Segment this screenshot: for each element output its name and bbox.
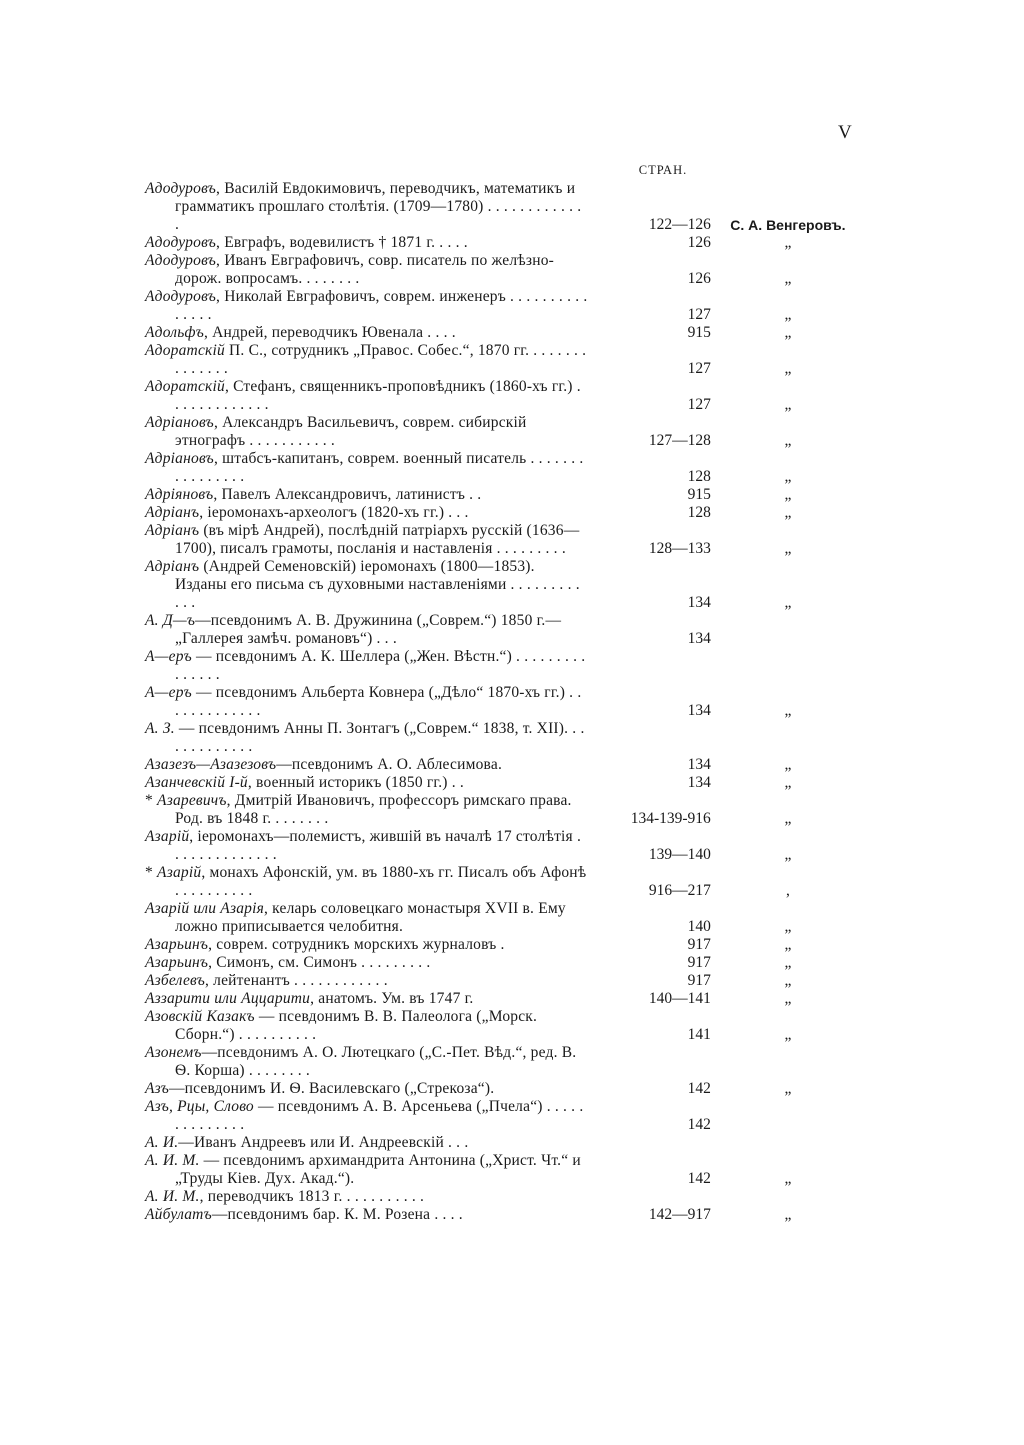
entry-description: —псевдонимъ бар. К. М. Розена . . . .	[211, 1206, 463, 1223]
entry-marker: *	[145, 792, 153, 809]
entry-description: — псевдонимъ архимандрита Антонина („Христ. Чт.“ и „Труды Кіев. Дух. Акад.“).	[175, 1152, 581, 1187]
entry-name: Аззарити или Аццарити	[145, 990, 311, 1007]
entry-description: — псевдонимъ В. В. Палеолога („Морск. Сборн.“) . . . . . . . . . .	[175, 1008, 538, 1043]
index-entry	[145, 1044, 865, 1080]
entry-text	[145, 972, 587, 990]
entry-description: , Василій Евдокимовичъ, переводчикъ, математикъ и грамматикъ прошлаго столѣтія. (1709—1780) . . . . . . . . . . . . .	[175, 180, 582, 233]
index-entry	[145, 342, 865, 378]
entry-name: Адодуровъ	[145, 288, 217, 305]
entry-author: С. А. Венгеровъ.	[730, 217, 846, 233]
entry-description: — псевдонимъ Анны П. Зонтагъ („Соврем.“ 1838, т. XII). . . . . . . . . . . . .	[174, 720, 585, 755]
entry-text	[145, 1134, 587, 1152]
index-entry	[145, 900, 865, 936]
entry-description: , Иванъ Евграфовичъ, совр. писатель по желѣзно-дорож. вопросамъ. . . . . . . .	[175, 252, 555, 287]
entry-author: „	[784, 1206, 792, 1223]
entry-page-numbers: 142	[687, 1116, 711, 1133]
entry-page-numbers: 142	[687, 1170, 711, 1187]
entry-description: , Александръ Васильевичъ, соврем. сибирскій этнографъ . . . . . . . . . . .	[175, 414, 527, 449]
entry-page-numbers: 134	[687, 702, 711, 719]
index-entry	[145, 558, 865, 612]
entry-description: —псевдонимъ А. О. Лютецкаго („С.-Пет. Вѣд.“, ред. В. Ѳ. Корша) . . . . . . . .	[175, 1044, 577, 1079]
entry-author: „	[784, 1080, 792, 1097]
entry-text	[145, 792, 587, 828]
entry-author: „	[784, 306, 792, 323]
entry-description: —Иванъ Андреевъ или И. Андреевскій . . .	[178, 1134, 469, 1151]
entry-page-numbers: 126	[687, 234, 711, 251]
entry-text	[145, 1008, 587, 1044]
entry-text	[145, 450, 587, 486]
entry-author: „	[784, 396, 792, 413]
entry-text	[145, 414, 587, 450]
entry-author: „	[784, 846, 792, 863]
entry-page-numbers: 134-139-916	[630, 810, 711, 827]
index-entry	[145, 828, 865, 864]
entry-author: „	[784, 486, 792, 503]
entry-page-numbers: 128	[687, 504, 711, 521]
entry-text	[145, 720, 587, 756]
index-entry	[145, 180, 865, 234]
entry-name: Азъ, Рцы, Слово	[145, 1098, 254, 1115]
entry-name: Адріанъ	[145, 504, 200, 521]
entry-author: „	[784, 702, 792, 719]
entry-page-numbers: 134	[687, 630, 711, 647]
entry-name: Азаревичъ	[157, 792, 227, 809]
entry-author: „	[784, 1026, 792, 1043]
entry-text	[145, 864, 587, 900]
entry-page-numbers: 917	[687, 936, 711, 953]
index-entry	[145, 486, 865, 504]
entry-name: Азарій	[157, 864, 202, 881]
entry-text	[145, 252, 587, 288]
entry-description: , іеромонахъ—полемистъ, жившій въ началѣ 17 столѣтія . . . . . . . . . . . . . .	[175, 828, 582, 863]
entry-name: Айбулатъ	[145, 1206, 212, 1223]
pages-column-header: СТРАН.	[638, 163, 688, 177]
entry-name: Азанчевскій I-й	[145, 774, 248, 791]
entry-page-numbers: 916—217	[648, 882, 711, 899]
entry-name: Азонемъ	[145, 1044, 202, 1061]
entry-author: „	[784, 954, 792, 971]
index-entry	[145, 972, 865, 990]
index-entry	[145, 1152, 865, 1188]
entry-text	[145, 1080, 587, 1098]
index-entry	[145, 234, 865, 252]
index-entry	[145, 684, 865, 720]
entry-text	[145, 1152, 587, 1188]
entry-page-numbers: 122—126	[648, 216, 711, 233]
entry-text	[145, 234, 587, 252]
entry-name: Азарьинъ	[145, 954, 209, 971]
entry-description: —псевдонимъ А. О. Аблесимова.	[276, 756, 503, 773]
entry-description: (Андрей Семеновскій) іеромонахъ (1800—1853). Изданы его письма съ духовными наставленіями . . . . . . . . . . . .	[175, 558, 580, 611]
index-entry	[145, 1206, 865, 1224]
entry-description: , монахъ Афонскій, ум. въ 1880-хъ гг. Писалъ объ Афонѣ . . . . . . . . . .	[175, 864, 587, 899]
entry-author: „	[784, 504, 792, 521]
entry-text	[145, 342, 587, 378]
entry-name: А. И.	[145, 1134, 179, 1151]
entry-description: , переводчикъ 1813 г. . . . . . . . . . .	[199, 1188, 425, 1205]
entry-page-numbers: 127	[687, 306, 711, 323]
entry-page-numbers: 127	[687, 360, 711, 377]
index-entry	[145, 288, 865, 324]
index-entry	[145, 936, 865, 954]
entry-name: А—еръ	[145, 684, 192, 701]
entry-description: , военный историкъ (1850 гг.) . .	[247, 774, 464, 791]
index-entry	[145, 990, 865, 1008]
entry-author: „	[784, 234, 792, 251]
entry-author: „	[784, 324, 792, 341]
index-entry	[145, 648, 865, 684]
entry-description: , Стефанъ, священникъ-проповѣдникъ (1860-хъ гг.) . . . . . . . . . . . . .	[175, 378, 581, 413]
entry-name: Азбелевъ	[145, 972, 205, 989]
index-entry	[145, 378, 865, 414]
entry-description: — псевдонимъ А. К. Шеллера („Жен. Вѣстн.“) . . . . . . . . . . . . . . .	[175, 648, 586, 683]
entry-author: „	[784, 1170, 792, 1187]
entry-name: Адодуровъ	[145, 252, 217, 269]
index-entry	[145, 774, 865, 792]
entry-text	[145, 288, 587, 324]
entry-author: „	[784, 810, 792, 827]
index-entry	[145, 792, 865, 828]
entry-description: , келарь соловецкаго монастыря XVII в. Ему ложно приписывается челобитня.	[175, 900, 566, 935]
page-number: V	[838, 122, 853, 143]
index-entry	[145, 1080, 865, 1098]
index-entries	[145, 180, 865, 1224]
entry-description: — псевдонимъ А. В. Арсеньева („Пчела“) . . . . . . . . . . . . . .	[175, 1098, 584, 1133]
entry-name: Адольфъ	[145, 324, 204, 341]
entry-name: Адріанъ	[145, 558, 200, 575]
index-entry	[145, 720, 865, 756]
entry-page-numbers: 142—917	[648, 1206, 711, 1223]
index-entry	[145, 1098, 865, 1134]
entry-page-numbers: 127—128	[648, 432, 711, 449]
entry-author: „	[784, 468, 792, 485]
entry-description: , Евграфъ, водевилистъ † 1871 г. . . . .	[216, 234, 468, 251]
entry-text	[145, 990, 587, 1008]
entry-text	[145, 756, 587, 774]
entry-name: Адодуровъ	[145, 180, 217, 197]
entry-page-numbers: 140—141	[648, 990, 711, 1007]
entry-text	[145, 1188, 587, 1206]
entry-text	[145, 648, 587, 684]
entry-text	[145, 900, 587, 936]
entry-page-numbers: 141	[687, 1026, 711, 1043]
entry-text	[145, 684, 587, 720]
entry-description: , Николай Евграфовичъ, соврем. инженеръ . . . . . . . . . . . . . . .	[175, 288, 588, 323]
index-entry	[145, 954, 865, 972]
entry-page-numbers: 134	[687, 594, 711, 611]
entry-author: „	[784, 756, 792, 773]
entry-page-numbers: 134	[687, 756, 711, 773]
entry-description: (въ мірѣ Андрей), послѣдній патріархъ русскій (1636—1700), писалъ грамоты, посланія и наставленія . . . . . . . . .	[175, 522, 580, 557]
entry-author: „	[784, 594, 792, 611]
entry-name: А. И. М.	[145, 1152, 200, 1169]
entry-text	[145, 324, 587, 342]
entry-page-numbers: 917	[687, 972, 711, 989]
entry-description: , Андрей, переводчикъ Ювенала . . . .	[203, 324, 456, 341]
entry-description: , анатомъ. Ум. въ 1747 г.	[310, 990, 474, 1007]
entry-page-numbers: 128—133	[648, 540, 711, 557]
entry-description: , Дмитрій Ивановичъ, профессоръ римскаго права. Род. въ 1848 г. . . . . . . .	[175, 792, 572, 827]
entry-text	[145, 1044, 587, 1080]
index-entry	[145, 252, 865, 288]
entry-page-numbers: 917	[687, 954, 711, 971]
entry-name: Азарій	[145, 828, 190, 845]
entry-page-numbers: 127	[687, 396, 711, 413]
entry-name: Азовскій Казакъ	[145, 1008, 255, 1025]
entry-marker: *	[145, 864, 153, 881]
entry-text	[145, 180, 587, 234]
entry-author: „	[784, 270, 792, 287]
entry-text	[145, 486, 587, 504]
entry-page-numbers: 128	[687, 468, 711, 485]
entry-name: Адріановъ	[145, 414, 214, 431]
entry-page-numbers: 126	[687, 270, 711, 287]
entry-description: — псевдонимъ Альберта Ковнера („Дѣло“ 1870-хъ гг.) . . . . . . . . . . . . .	[175, 684, 582, 719]
entry-name: Адодуровъ	[145, 234, 217, 251]
entry-author: „	[784, 774, 792, 791]
entry-description: П. С., сотрудникъ „Правос. Собес.“, 1870 гг. . . . . . . . . . . . . . .	[175, 342, 587, 377]
index-entry	[145, 1134, 865, 1152]
entry-author: ,	[785, 882, 790, 899]
entry-author: „	[784, 360, 792, 377]
entry-name: А. З.	[145, 720, 175, 737]
entry-name: Азазезъ—Азазезовъ	[145, 756, 277, 773]
entry-name: Адріяновъ	[145, 486, 214, 503]
index-entry	[145, 324, 865, 342]
entry-author: „	[784, 540, 792, 557]
entry-description: , іеромонахъ-археологъ (1820-хъ гг.) . . .	[199, 504, 469, 521]
entry-name: Азъ	[145, 1080, 169, 1097]
entry-page-numbers: 140	[687, 918, 711, 935]
entry-author: „	[784, 432, 792, 449]
entry-text	[145, 378, 587, 414]
entry-author: „	[784, 990, 792, 1007]
entry-text	[145, 828, 587, 864]
entry-page-numbers: 915	[687, 324, 711, 341]
entry-page-numbers: 915	[687, 486, 711, 503]
index-entry	[145, 1188, 865, 1206]
index-entry	[145, 864, 865, 900]
entry-text	[145, 774, 587, 792]
entry-name: Адріанъ	[145, 522, 200, 539]
entry-name: А. И. М.	[145, 1188, 200, 1205]
index-entry	[145, 414, 865, 450]
entry-author: „	[784, 936, 792, 953]
entry-text	[145, 936, 587, 954]
entry-text	[145, 612, 587, 648]
entry-author: „	[784, 918, 792, 935]
entry-name: Адоратскій	[145, 378, 225, 395]
entry-description: , лейтенантъ . . . . . . . . . . . .	[205, 972, 388, 989]
entry-page-numbers: 134	[687, 774, 711, 791]
entry-name: Азарій или Азарія	[145, 900, 265, 917]
entry-author: „	[784, 972, 792, 989]
entry-description: —псевдонимъ А. В. Дружинина („Соврем.“) 1850 г.—„Галлерея замѣч. романовъ“) . . .	[175, 612, 562, 647]
entry-page-numbers: 139—140	[648, 846, 711, 863]
entry-description: —псевдонимъ И. Ѳ. Василевскаго („Стрекоза“).	[168, 1080, 495, 1097]
index-entry	[145, 756, 865, 774]
entry-description: , Павелъ Александровичъ, латинистъ . .	[213, 486, 482, 503]
entry-text	[145, 1098, 587, 1134]
index-entry	[145, 504, 865, 522]
entry-name: Адоратскій	[145, 342, 225, 359]
entry-name: А. Д—ъ	[145, 612, 196, 629]
entry-description: , Симонъ, см. Симонъ . . . . . . . . .	[208, 954, 431, 971]
entry-page-numbers: 142	[687, 1080, 711, 1097]
entry-description: , соврем. сотрудникъ морскихъ журналовъ .	[208, 936, 505, 953]
entry-name: Азарьинъ	[145, 936, 209, 953]
entry-name: А—еръ	[145, 648, 192, 665]
index-entry	[145, 522, 865, 558]
entry-text	[145, 522, 587, 558]
entry-text	[145, 954, 587, 972]
entry-text	[145, 558, 587, 612]
entry-name: Адріановъ	[145, 450, 214, 467]
entry-text	[145, 504, 587, 522]
entry-description: , штабсъ-капитанъ, соврем. военный писатель . . . . . . . . . . . . . . . .	[175, 450, 584, 485]
entry-text	[145, 1206, 587, 1224]
index-entry	[145, 612, 865, 648]
index-entry	[145, 450, 865, 486]
index-entry	[145, 1008, 865, 1044]
